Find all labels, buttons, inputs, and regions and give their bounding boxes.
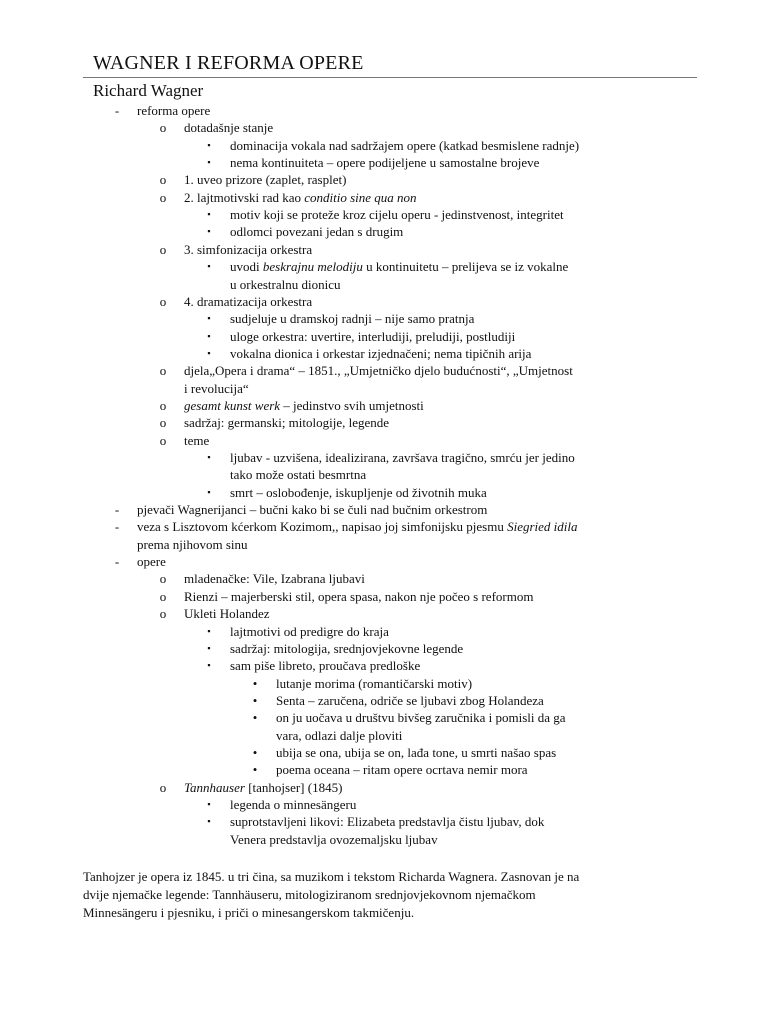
item-italic-text: Siegried idila [507,519,578,535]
outline-item [230,206,564,223]
dot-bullet-icon: • [252,762,258,778]
item-text: tako može ostati besmrtna [230,467,367,483]
item-text: uvodi [230,259,263,275]
item-text: suprotstavljeni likovi: Elizabeta predstavlja čistu ljubav, dok [230,814,545,830]
item-text: lutanje morima (romantičarski motiv) [276,675,473,691]
square-bullet-icon: ▪ [207,330,211,341]
item-text: sadržaj: mitologija, srednjovjekovne legende [230,640,464,656]
item-text-after: u kontinuitetu – prelijeva se iz vokalne [362,259,569,275]
outline-item [230,223,403,240]
outline-item [184,570,365,587]
outline-item [184,605,270,622]
item-text: dotadašnje stanje [184,120,274,136]
outline-item [230,258,568,275]
item-text: opere [137,554,166,570]
outline-item [276,692,544,709]
circle-bullet: o [159,606,167,622]
square-bullet-icon: ▪ [207,347,211,358]
circle-bullet: o [159,241,167,257]
outline-item [230,466,366,483]
item-text: vokalna dionica i orkestar izjednačeni; nema tipičnih arija [230,345,532,361]
item-text: 3. simfonizacija orkestra [184,241,313,257]
outline-item [230,449,575,466]
circle-bullet: o [159,779,167,795]
outline-item [230,328,515,345]
item-text: 4. dramatizacija orkestra [184,293,313,309]
square-bullet-icon: ▪ [207,486,211,497]
item-text: lajtmotivi od predigre do kraja [230,623,389,639]
page-title: WAGNER I REFORMA OPERE [93,52,364,74]
outline-item [230,831,438,848]
dot-bullet-icon: • [252,744,258,760]
square-bullet-icon: ▪ [207,642,211,653]
dash-bullet: - [114,502,120,518]
paragraph-line: Minnesängeru i pjesniku, i priči o minesangerskom takmičenju. [83,905,415,920]
outline-item [184,414,389,431]
outline-item [230,484,487,501]
dot-bullet-icon: • [252,675,258,691]
outline-item [184,362,573,379]
outline-item [184,380,249,397]
item-text: veza s Lisztovom kćerkom Kozimom,, napisao joj simfonijsku pjesmu [137,519,508,535]
outline-item [184,779,342,796]
outline-item [230,640,463,657]
item-text: Venera predstavlja ovozemaljsku ljubav [230,831,438,847]
item-italic-text: Tannhauser [184,779,245,795]
outline-item [230,345,531,362]
item-text: nema kontinuiteta – opere podijeljene u samostalne brojeve [230,155,540,171]
item-text: sam piše libreto, proučava predloške [230,658,421,674]
square-bullet-icon: ▪ [207,625,211,636]
dash-bullet: - [114,103,120,118]
item-text: Senta – zaručena, odriče se ljubavi zbog Holandeza [276,692,544,708]
item-text: 2. lajtmotivski rad kao [184,189,305,205]
outline-item [137,536,248,553]
outline-item [184,171,346,188]
item-text: Rienzi – majerberski stil, opera spasa, nakon nje počeo s reformom [184,588,534,604]
outline-item [230,137,579,154]
outline-item [184,119,273,136]
outline-item [276,761,528,778]
circle-bullet: o [159,588,167,604]
outline-item [184,189,417,206]
dot-bullet-icon: • [252,692,258,708]
outline-item [230,154,539,171]
square-bullet-icon: ▪ [207,139,211,150]
title-underline [83,77,697,78]
outline-item [184,293,312,310]
paragraph-line: Tanhojzer je opera iz 1845. u tri čina, sa muzikom i tekstom Richarda Wagnera. Zasnovan je na [83,869,580,884]
circle-bullet: o [159,415,167,431]
item-text: odlomci povezani jedan s drugim [230,224,404,240]
dash-bullet: - [114,554,120,570]
circle-bullet: o [159,571,167,587]
item-text: teme [184,432,210,448]
item-text: sadržaj: germanski; mitologije, legende [184,415,390,431]
outline-item [230,623,389,640]
outline-item [137,102,210,119]
item-italic-text: beskrajnu melodiju [262,259,363,275]
square-bullet-icon: ▪ [207,261,211,272]
item-text: smrt – oslobođenje, iskupljenje od životnih muka [230,484,487,500]
outline-item [184,241,312,258]
circle-bullet: o [159,397,167,413]
outline-item [184,588,533,605]
item-text: reforma opere [137,103,211,118]
outline-item [137,501,487,518]
item-italic-text: gesamt kunst werk [184,397,281,413]
square-bullet-icon: ▪ [207,660,211,671]
square-bullet-icon: ▪ [207,799,211,809]
item-text-after: [tanhojser] (1845) [244,779,343,795]
outline-item [230,813,544,830]
item-italic-text: conditio sine qua non [304,189,417,205]
circle-bullet: o [159,189,167,205]
outline-item [230,310,474,327]
item-text: prema njihovom sinu [137,536,248,552]
item-text-after: – jedinstvo svih umjetnosti [280,397,424,413]
square-bullet-icon: ▪ [207,452,211,462]
outline-item [230,276,340,293]
item-text: on ju uočava u društvu bivšeg zaručnika i pomisli da ga [276,710,566,726]
outline-item [184,432,209,449]
outline-item [230,796,356,813]
item-text: uloge orkestra: uvertire, interludiji, preludiji, postludiji [230,328,516,344]
item-text: vara, odlazi dalje ploviti [276,727,403,743]
item-text: Ukleti Holandez [184,606,270,622]
circle-bullet: o [159,172,167,188]
outline-item [276,709,566,726]
circle-bullet: o [159,293,167,309]
item-text: u orkestralnu dionicu [230,276,341,292]
paragraph-line: dvije njemačke legende: Tannhäuseru, mitologiziranom srednjovjekovnom njemačkom [83,887,536,902]
item-text: ljubav - uzvišena, idealizirana, završava tragično, smrću jer jedino [230,450,575,465]
square-bullet-icon: ▪ [207,226,211,237]
square-bullet-icon: ▪ [207,816,211,827]
section-heading: Richard Wagner [93,81,204,100]
outline-item [137,518,578,535]
outline-item [230,657,420,674]
item-text: motiv koji se proteže kroz cijelu operu - jedinstvenost, integritet [230,207,564,223]
item-text: dominacija vokala nad sadržajem opere (katkad besmislene radnje) [230,137,580,153]
outline-item [137,553,166,570]
dash-bullet: - [114,519,120,535]
item-text: legenda o minnesängeru [230,797,357,812]
item-text: ubija se ona, ubija se on, lađa tone, u smrti našao spas [276,744,557,760]
circle-bullet: o [159,363,167,379]
item-text: i revolucija“ [184,380,249,396]
item-text: djela„Opera i drama“ – 1851., „Umjetničko djelo budućnosti“, „Umjetnost [184,363,573,379]
circle-bullet: o [159,120,167,136]
item-text: 1. uveo prizore (zaplet, rasplet) [184,172,347,188]
square-bullet-icon: ▪ [207,157,211,168]
outline-item [184,397,424,414]
summary-paragraph [83,868,695,922]
outline-item [276,727,402,744]
circle-bullet: o [159,432,167,448]
outline-item [276,744,556,761]
square-bullet-icon: ▪ [207,313,211,324]
item-text: poema oceana – ritam opere ocrtava nemir mora [276,762,528,778]
dot-bullet-icon: • [252,710,258,726]
item-text: pjevači Wagnerijanci – bučni kako bi se čuli nad bučnim orkestrom [137,502,488,518]
item-text: sudjeluje u dramskoj radnji – nije samo pratnja [230,311,475,327]
square-bullet-icon: ▪ [207,209,211,220]
outline-item [276,675,472,692]
item-text: mladenačke: Vile, Izabrana ljubavi [184,571,365,587]
